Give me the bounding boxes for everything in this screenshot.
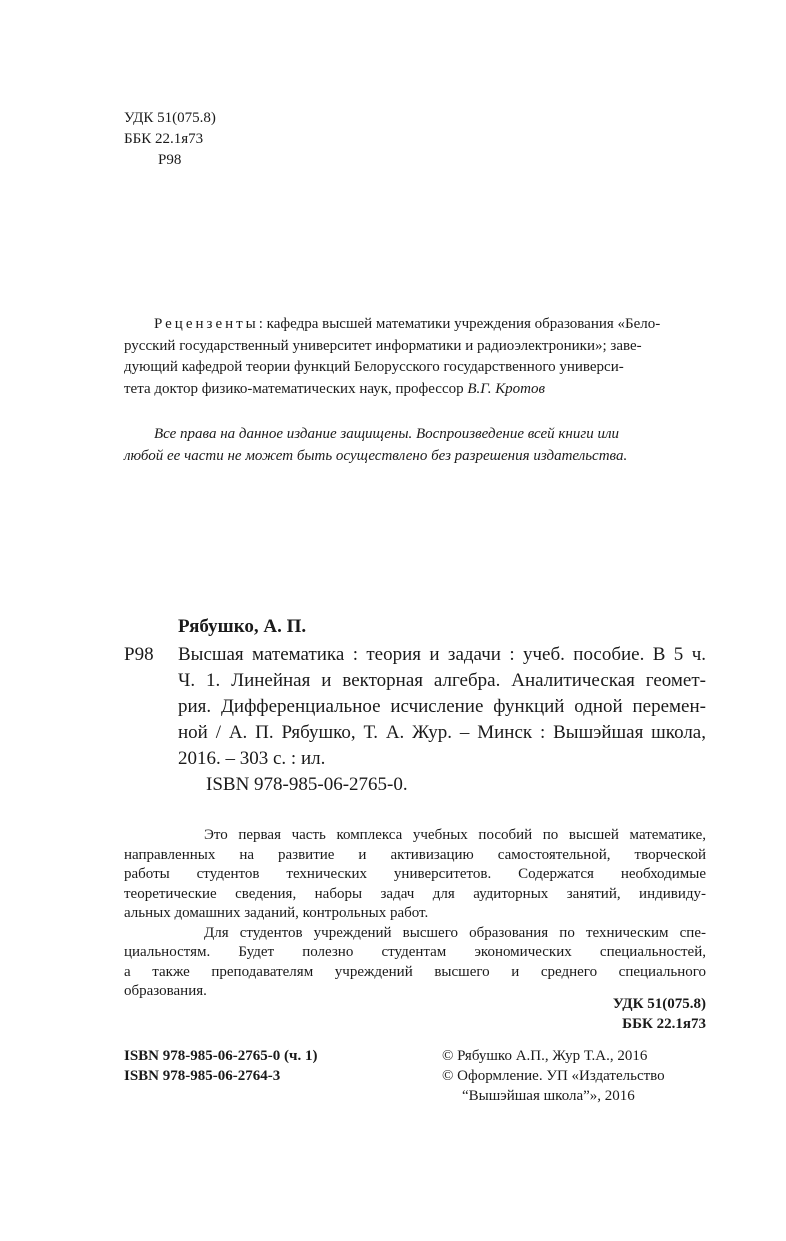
copyright-authors: © Рябушко А.П., Жур Т.А., 2016 bbox=[442, 1048, 648, 1064]
copyright-block bbox=[442, 1046, 665, 1106]
record-author-sign: Р98 bbox=[124, 644, 154, 665]
record-line: Высшая математика : теория и задачи : учеб. пособие. В 5 ч. bbox=[178, 644, 706, 665]
record-isbn: ISBN 978-985-06-2765-0. bbox=[206, 774, 408, 795]
bibliographic-record bbox=[178, 642, 706, 798]
record-author: Рябушко, А. П. bbox=[178, 616, 307, 637]
annotation-line: образования. bbox=[124, 983, 207, 999]
record-line: рия. Дифференциальное исчисление функций одной перемен- bbox=[178, 696, 706, 717]
annotation bbox=[124, 826, 706, 1002]
record-line: ной / А. П. Рябушко, Т. А. Жур. – Минск : Вышэйшая школа, bbox=[178, 722, 706, 743]
annotation-line: работы студентов технических университетов. Содержатся необходимые bbox=[124, 866, 706, 882]
isbn-set: ISBN 978-985-06-2764-3 bbox=[124, 1068, 281, 1084]
reviewers-line-1: Рецензенты: кафедра высшей математики учреждения образования «Бело- bbox=[154, 316, 661, 332]
footer-bbk: ББК 22.1я73 bbox=[622, 1016, 706, 1032]
bbk-code: ББК 22.1я73 bbox=[124, 131, 204, 147]
rights-line-2: любой ее части не может быть осуществлено без разрешения издательства. bbox=[124, 447, 628, 464]
reviewers-line-2: русский государственный университет информатики и радиоэлектроники»; заве- bbox=[124, 337, 642, 354]
reviewer-name: В.Г. Кротов bbox=[467, 380, 545, 397]
annotation-line: Для студентов учреждений высшего образования по техническим спе- bbox=[204, 924, 706, 941]
reviewers-label: Рецензенты bbox=[154, 316, 259, 332]
isbn-block bbox=[124, 1046, 317, 1086]
rights-line-1: Все права на данное издание защищены. Воспроизведение всей книги или bbox=[154, 426, 620, 442]
annotation-line: теоретические сведения, наборы задач для аудиторных занятий, индивиду- bbox=[124, 885, 706, 902]
footer-classification bbox=[613, 994, 706, 1034]
copyright-design: © Оформление. УП «Издательство bbox=[442, 1068, 665, 1084]
footer-udk: УДК 51(075.8) bbox=[612, 996, 706, 1012]
annotation-line: а также преподавателям учреждений высшего и среднего специального bbox=[124, 963, 706, 980]
reviewers-line-3: дующий кафедрой теории функций Белорусского государственного универси- bbox=[124, 359, 624, 375]
reviewers-line-4: тета доктор физико-математических наук, профессор В.Г. Кротов bbox=[124, 380, 545, 397]
annotation-line: циальностям. Будет полезно студентам экономических специальностей, bbox=[124, 944, 706, 960]
author-sign: Р98 bbox=[158, 152, 182, 168]
reviewers-paragraph bbox=[124, 314, 706, 400]
annotation-line: Это первая часть комплекса учебных пособий по высшей математике, bbox=[204, 827, 706, 843]
record-line: 2016. – 303 с. : ил. bbox=[178, 748, 326, 769]
rights-notice bbox=[124, 424, 706, 467]
annotation-line: направленных на развитие и активизацию самостоятельной, творческой bbox=[124, 846, 706, 863]
classification-header bbox=[124, 108, 216, 171]
annotation-line: альных домашних заданий, контрольных работ. bbox=[124, 905, 429, 921]
copyright-publisher: “Вышэйшая школа”», 2016 bbox=[462, 1088, 635, 1104]
record-line: Ч. 1. Линейная и векторная алгебра. Аналитическая геомет- bbox=[178, 670, 706, 691]
udk-code: УДК 51(075.8) bbox=[124, 110, 216, 126]
isbn-part-1: ISBN 978-985-06-2765-0 (ч. 1) bbox=[124, 1048, 318, 1064]
